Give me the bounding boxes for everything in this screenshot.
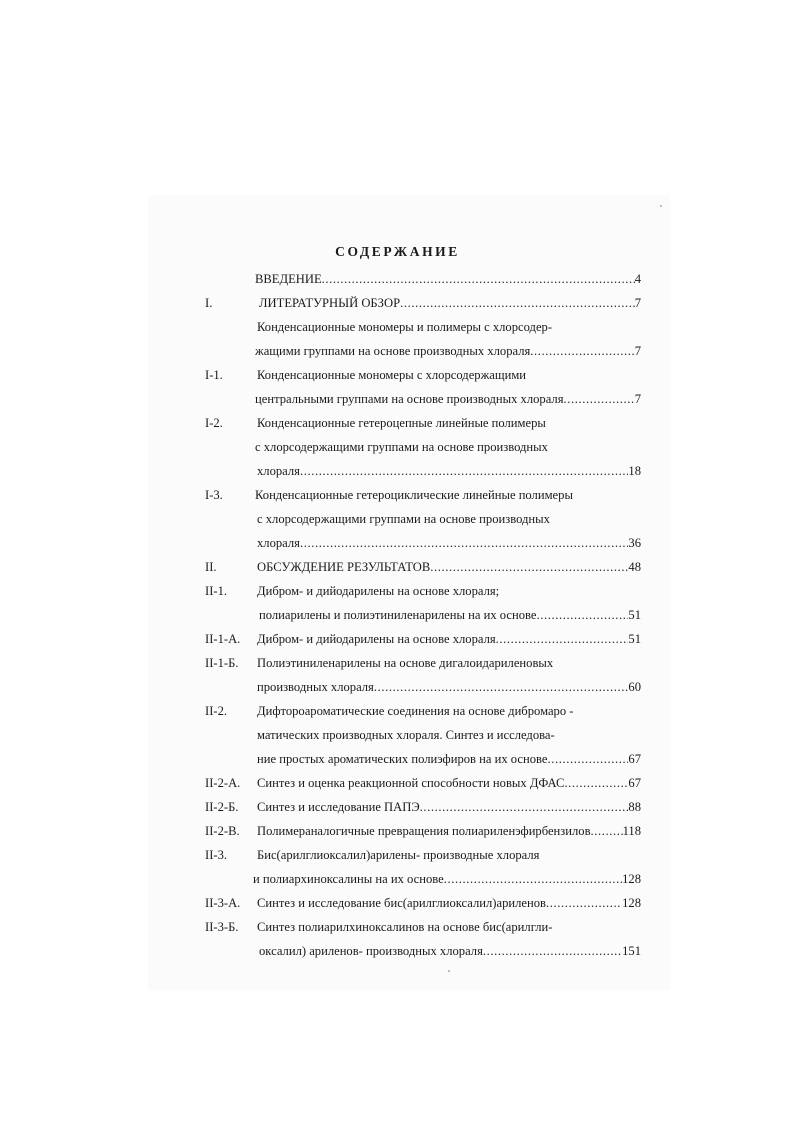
toc-entry-s2-3b	[259, 941, 641, 961]
page-title: СОДЕРЖАНИЕ	[335, 244, 460, 259]
toc-entry-line: Полиэтиниленарилены на основе дигалоидариленовых	[257, 656, 554, 670]
toc-entry-text: Синтез и оценка реакционной способности новых ДФАС	[257, 776, 565, 790]
toc-entry-text: оксалил) ариленов- производных хлораля	[259, 944, 483, 958]
toc-page-number: 151	[622, 944, 641, 958]
toc-section-number: II-2-В.	[205, 824, 240, 838]
toc-entry-s2-2c	[257, 821, 641, 841]
toc-entry-text: производных хлораля	[257, 680, 374, 694]
toc-page-number: 48	[628, 560, 641, 574]
toc-section-number: II-3.	[205, 848, 228, 862]
toc-entry-s1-1	[255, 389, 641, 409]
toc-entry-s2-1a	[257, 629, 641, 649]
toc-entry-text: хлораля	[257, 464, 300, 478]
toc-page-number: 36	[628, 536, 641, 550]
toc-page-number: 128	[622, 896, 641, 910]
toc-entry-s2-2	[257, 749, 641, 769]
toc-section-number: II-1-Б.	[205, 656, 239, 670]
toc-section-number: I-2.	[205, 416, 223, 430]
toc-entry-text: хлораля	[257, 536, 300, 550]
toc-entry-text: ВВЕДЕНИЕ	[255, 272, 322, 286]
toc-entry-s2	[257, 557, 641, 577]
toc-page-number: 51	[628, 608, 641, 622]
toc-page-number: 88	[628, 800, 641, 814]
toc-entry-text: Дибром- и дийодарилены на основе хлораля	[257, 632, 496, 646]
toc-section-number: II-3-А.	[205, 896, 241, 910]
toc-entry-s1-sub	[255, 341, 641, 361]
toc-entry-line: с хлорсодержащими группами на основе производных	[257, 512, 550, 526]
toc-entry-line: Дифтороароматические соединения на основе дибромаро -	[257, 704, 574, 718]
toc-entry-s1-3	[257, 533, 641, 553]
toc-page-number: 118	[622, 824, 641, 838]
toc-entry-text: ЛИТЕРАТУРНЫЙ ОБЗОР	[259, 296, 401, 310]
toc-entry-s2-3a	[257, 893, 641, 913]
toc-page-number: 51	[628, 632, 641, 646]
toc-section-number: I-1.	[205, 368, 223, 382]
scan-speck	[448, 970, 450, 972]
toc-entry-line: Дибром- и дийодарилены на основе хлораля;	[257, 584, 500, 598]
toc-page-number: 18	[628, 464, 641, 478]
toc-page-number: 128	[622, 872, 641, 886]
toc-entry-s2-1b	[257, 677, 641, 697]
toc-entry-line: с хлорсодержащими группами на основе производных	[255, 440, 548, 454]
toc-entry-line: Конденсационные гетероциклические линейные полимеры	[255, 488, 573, 502]
toc-entry-line: Синтез полиарилхиноксалинов на основе бис(арилгли-	[257, 920, 553, 934]
toc-page-number: 7	[634, 392, 641, 406]
scan-speck	[660, 205, 662, 207]
toc-entry-s2-2b	[257, 797, 641, 817]
toc-section-number: II.	[205, 560, 217, 574]
toc-entry-s2-1	[259, 605, 641, 625]
toc-section-number: II-1.	[205, 584, 228, 598]
toc-section-number: II-2-А.	[205, 776, 241, 790]
toc-section-number: II-2-Б.	[205, 800, 239, 814]
toc-page-number: 7	[634, 296, 641, 310]
toc-page-number: 7	[634, 344, 641, 358]
toc-page-number: 67	[628, 752, 641, 766]
toc-entry-text: Полимераналогичные превращения полиариленэфирбензилов	[257, 824, 591, 838]
toc-entry-s1-2	[257, 461, 641, 481]
toc-entry-line: Конденсационные гетероцепные линейные полимеры	[257, 416, 546, 430]
toc-page-number: 4	[634, 272, 641, 286]
toc-entry-line: Конденсационные мономеры и полимеры с хлорсодер-	[257, 320, 553, 334]
toc-entry-s2-2a	[257, 773, 641, 793]
toc-section-number: I.	[205, 296, 213, 310]
toc-entry-s2-3	[253, 869, 641, 889]
toc-entry-text: и полиархиноксалины на их основе	[253, 872, 444, 886]
toc-page-number: 67	[628, 776, 641, 790]
toc-entry-text: ние простых ароматических полиэфиров на их основе	[257, 752, 548, 766]
toc-entry-text: Синтез и исследование бис(арилглиоксалил)ариленов	[257, 896, 546, 910]
toc-section-number: II-1-А.	[205, 632, 241, 646]
toc-entry-text: ОБСУЖДЕНИЕ РЕЗУЛЬТАТОВ	[257, 560, 431, 574]
toc-entry-line: матических производных хлораля. Синтез и исследова-	[257, 728, 555, 742]
toc-entry-s1	[259, 293, 641, 313]
toc-entry-text: жащими группами на основе производных хлораля	[255, 344, 531, 358]
toc-entry-line: Бис(арилглиоксалил)арилены- производные хлораля	[257, 848, 540, 862]
toc-entry-text: полиарилены и полиэтиниленарилены на их основе	[259, 608, 537, 622]
toc-entry-line: Конденсационные мономеры с хлорсодержащими	[257, 368, 527, 382]
toc-entry-text: Синтез и исследование ПАПЭ	[257, 800, 420, 814]
toc-entry-intro	[255, 269, 641, 289]
toc-page-number: 60	[628, 680, 641, 694]
toc-section-number: II-3-Б.	[205, 920, 239, 934]
toc-entry-text: центральными группами на основе производных хлораля	[255, 392, 564, 406]
toc-section-number: II-2.	[205, 704, 228, 718]
toc-section-number: I-3.	[205, 488, 223, 502]
